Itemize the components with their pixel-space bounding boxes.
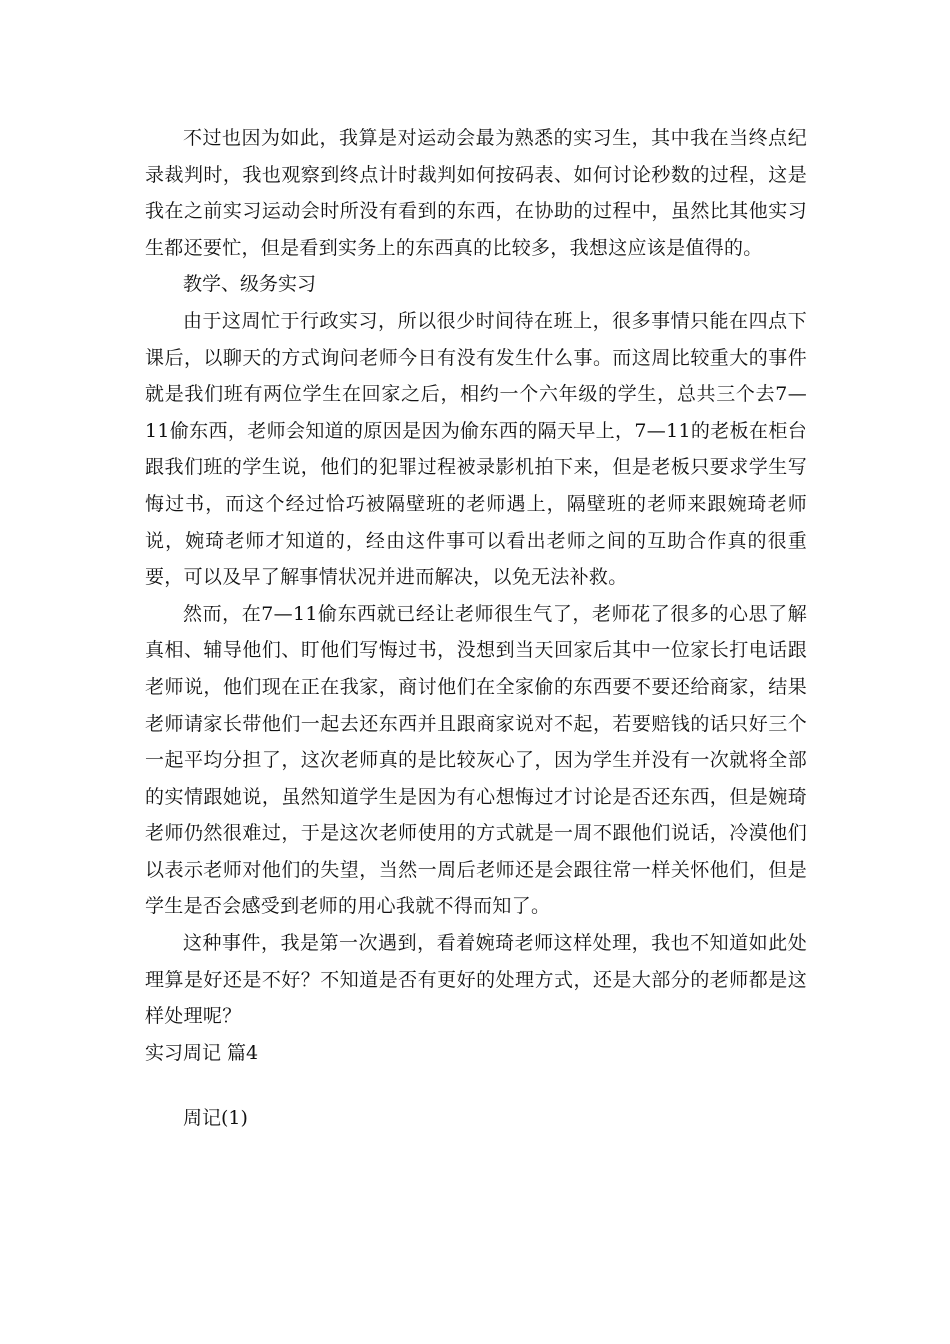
paragraph-theft-incident: 由于这周忙于行政实习，所以很少时间待在班上，很多事情只能在四点下课后，以聊天的方式询问老师今日有没有发生什么事。而这周比较重大的事件就是我们班有两位学生在回家之后，相约一个六年级的学生，总共三个去7—11偷东西，老师会知道的原因是因为偷东西的隔天早上，7—11的老板在柜台跟我们班的学生说，他们的犯罪过程被录影机拍下来，但是老板只要求学生写悔过书，而这个经过恰巧被隔壁班的老师遇上，隔壁班的老师来跟婉琦老师说，婉琦老师才知道的，经由这件事可以看出老师之间的互助合作真的很重要，可以及早了解事情状况并进而解决，以免无法补救。 [145, 309, 807, 589]
paragraph-teacher-response: 然而，在7—11偷东西就已经让老师很生气了，老师花了很多的心思了解真相、辅导他们、盯他们写悔过书，没想到当天回家后其中一位家长打电话跟老师说，他们现在正在我家，商讨他们在全家偷的东西要不要还给商家，结果老师请家长带他们一起去还东西并且跟商家说对不起，若要赔钱的话只好三个一起平均分担了，这次老师真的是比较灰心了，因为学生并没有一次就将全部的实情跟她说，虽然知道学生是因为有心想悔过才讨论是否还东西，但是婉琦老师仍然很难过，于是这次老师使用的方式就是一周不跟他们说话，冷漠他们以表示老师对他们的失望，当然一周后老师还是会跟往常一样关怀他们，但是学生是否会感受到老师的用心我就不得而知了。 [145, 602, 807, 918]
journal-entry-heading: 周记(1) [183, 1107, 248, 1130]
blank-line [145, 1071, 807, 1100]
section-heading-teaching: 教学、级务实习 [183, 273, 317, 296]
article-title: 实习周记 篇4 [145, 1041, 259, 1064]
paragraph-sports-meet: 不过也因为如此，我算是对运动会最为熟悉的实习生，其中我在当终点纪录裁判时，我也观察到终点计时裁判如何按码表、如何讨论秒数的过程，这是我在之前实习运动会时所没有看到的东西，在协助的过程中，虽然比其他实习生都还要忙，但是看到实务上的东西真的比较多，我想这应该是值得的。 [145, 127, 807, 259]
document-body [145, 120, 807, 1137]
paragraph-reflection: 这种事件，我是第一次遇到，看着婉琦老师这样处理，我也不知道如此处理算是好还是不好？不知道是否有更好的处理方式，还是大部分的老师都是这样处理呢？ [145, 932, 807, 1028]
